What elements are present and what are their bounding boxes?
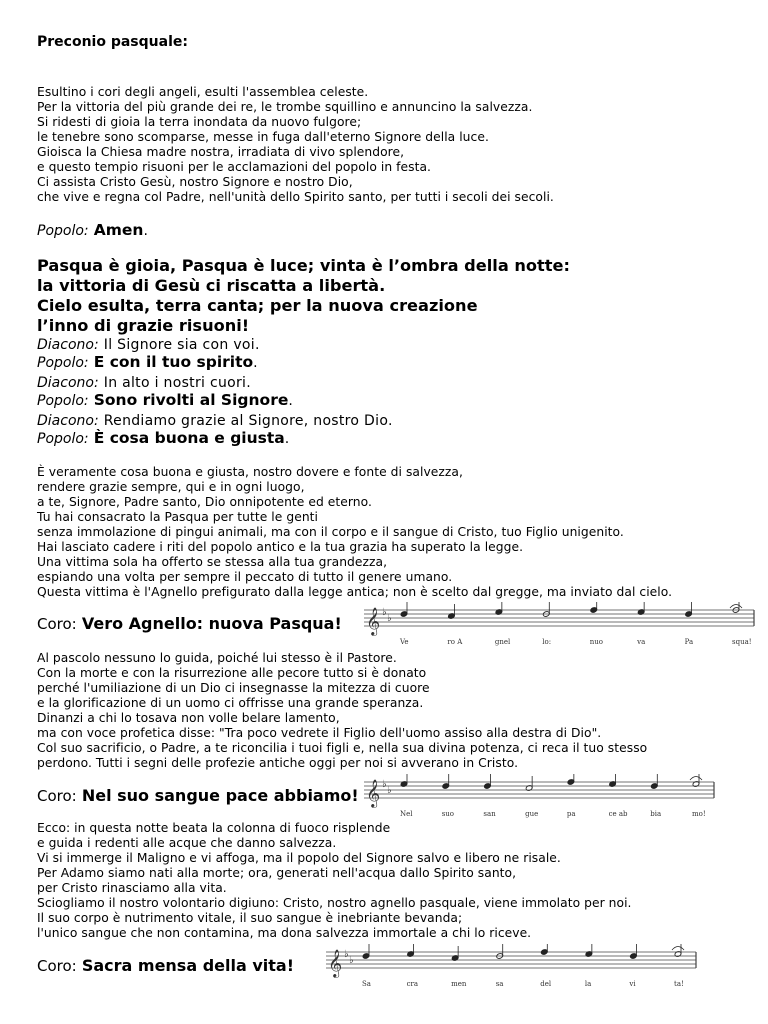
dialogue-text: Rendiamo grazie al Signore, nostro Dio. [103,413,393,429]
lyric-syllable: ro A [447,638,463,646]
lyric-syllable: va [637,638,646,646]
night-paragraph [37,821,632,941]
text-line: Dinanzi a chi lo tosava non volle belare lamento, [37,711,340,725]
text-line: Gioisca la Chiesa madre nostra, irradiata di vivo splendore, [37,145,405,159]
key-flat: ♭ [387,785,392,796]
dialogue-line [37,372,251,391]
key-flat: ♭ [344,949,349,960]
lyric-syllable: gue [525,810,539,818]
dialogue-line [37,410,393,429]
lyric-syllable: mo! [692,810,706,818]
dialogue-line [37,428,290,447]
choir-label: Coro: [37,787,77,805]
lyric-syllable: bia [650,810,662,818]
lyric-syllable: Ve [400,638,409,646]
text-line: che vive e regna col Padre, nell'unità dello Spirito santo, per tutti i secoli dei secoli. [37,190,554,204]
fermata [672,947,684,951]
text-line: Per Adamo siamo nati alla morte; ora, generati nell'acqua dallo Spirito santo, [37,866,517,880]
lyric-syllable: lo: [542,638,552,646]
text-line: Al pascolo nessuno lo guida, poiché lui stesso è il Pastore. [37,651,397,665]
response-punct: . [143,223,149,239]
dialogue-line [37,352,258,371]
choir-label: Coro: [37,615,77,633]
text-line: Ecco: in questa notte beata la colonna di fuoco risplende [37,821,391,835]
choir-text: Vero Agnello: nuova Pasqua! [81,614,342,633]
amen-response [37,220,148,239]
text-line: Ci assista Cristo Gesù, nostro Signore e nostro Dio, [37,175,353,189]
key-flat: ♭ [387,613,392,624]
text-line: rendere grazie sempre, qui e in ogni luogo, [37,480,305,494]
response-text: Amen [93,221,144,239]
role-label: Popolo: [37,355,89,371]
dialogue-punct: . [284,431,290,447]
role-label: Popolo: [37,223,89,239]
pastor-paragraph [37,651,647,771]
treble-clef: 𝄞 [328,949,343,977]
text-line: senza immolazione di pingui animali, ma con il corpo e il sangue di Cristo, tuo Figlio unigenito. [37,525,624,539]
text-line: l'unico sangue che non contamina, ma dona salvezza immortale a chi lo riceve. [37,926,532,940]
music-staff [326,944,698,996]
lyric-syllable: squa! [732,638,752,646]
lyric-syllable: la [584,980,592,988]
lyric-syllable: gnel [494,638,511,646]
lyric-syllable: Sa [362,980,371,988]
text-line: perché l'umiliazione di un Dio ci insegnasse la mitezza di cuore [37,681,430,695]
text-line: Per la vittoria del più grande dei re, le trombe squillino e annuncino la salvezza. [37,100,533,114]
lyric-syllable: ta! [674,980,684,988]
hymn-stanza [37,256,570,336]
dialogue-text: Sono rivolti al Signore [93,391,289,409]
choir-text: Nel suo sangue pace abbiamo! [81,786,359,805]
text-line: e la glorificazione di un uomo ci offrisse una grande speranza. [37,696,424,710]
hymn-line: la vittoria di Gesù ci riscatta a libertà. [37,276,386,295]
treble-clef: 𝄞 [366,779,381,807]
lyric-syllable: pa [566,810,576,818]
lyric-syllable: del [540,980,552,988]
text-line: Il suo corpo è nutrimento vitale, il suo sangue è inebriante bevanda; [37,911,463,925]
hymn-line: Pasqua è gioia, Pasqua è luce; vinta è l’ombra della notte: [37,256,570,275]
choir-refrain [37,786,359,805]
lyric-syllable: ce ab [608,810,628,818]
text-line: espiando una volta per sempre il peccato di tutto il genere umano. [37,570,453,584]
lyric-syllable: vi [629,980,636,988]
text-line: Questa vittima è l'Agnello prefigurato dalla legge antica; non è scelto dal gregge, ma inviato dal cielo. [37,585,673,599]
lyric-syllable: Nel [400,810,413,818]
lyric-syllable: sa [495,980,504,988]
hymn-line: l’inno di grazie risuoni! [37,316,250,335]
dialogue-line [37,390,293,409]
text-line: Si ridesti di gioia la terra inondata da nuovo fulgore; [37,115,362,129]
choir-refrain [37,956,294,975]
lyric-syllable: suo [441,810,455,818]
lyric-syllable: san [483,810,496,818]
choir-text: Sacra mensa della vita! [81,956,294,975]
text-line: Vi si immerge il Maligno e vi affoga, ma il popolo del Signore salvo e libero ne risale. [37,851,561,865]
text-line: Col suo sacrificio, o Padre, a te riconcilia i tuoi figli e, nella sua divina potenza, ci reca il tuo stesso [37,741,648,755]
text-line: e questo tempio risuoni per le acclamazioni del popolo in festa. [37,160,431,174]
text-line: Esultino i cori degli angeli, esulti l'assemblea celeste. [37,85,369,99]
lyric-syllable: cra [406,980,419,988]
treble-clef: 𝄞 [366,607,381,635]
dialogue-punct: . [253,355,258,371]
fermata [690,777,702,781]
text-line: a te, Signore, Padre santo, Dio onnipotente ed eterno. [37,495,372,509]
dialogue-line [37,334,260,353]
choir-label: Coro: [37,957,77,975]
text-line: e guida i redenti alle acque che danno salvezza. [37,836,337,850]
dialogue-text: In alto i nostri cuori. [103,375,251,391]
role-label: Diacono: [37,375,99,391]
text-line: perdono. Tutti i segni delle profezie antiche oggi per noi si avverano in Cristo. [37,756,519,770]
dialogue-text: Il Signore sia con voi. [103,337,260,353]
text-line: Hai lasciato cadere i riti del popolo antico e la tua grazia ha superato la legge. [37,540,524,554]
text-line: Con la morte e con la risurrezione alle pecore tutto si è donato [37,666,427,680]
text-line: È veramente cosa buona e giusta, nostro dovere e fonte di salvezza, [37,465,463,479]
dialogue-text: È cosa buona e giusta [93,429,285,447]
music-staff [364,774,716,824]
text-line: Sciogliamo il nostro volontario digiuno: Cristo, nostro agnello pasquale, viene immolato per noi. [37,896,632,910]
choir-refrain [37,614,342,633]
page-title: Preconio pasquale: [37,34,188,50]
hymn-line: Cielo esulta, terra canta; per la nuova creazione [37,296,478,315]
role-label: Diacono: [37,337,99,353]
intro-paragraph [37,85,554,205]
text-line: Una vittima sola ha offerto se stessa alla tua grandezza, [37,555,388,569]
preface-paragraph [37,465,672,600]
text-line: ma con voce profetica disse: "Tra poco vedrete il Figlio dell'uomo assiso alla destra di Dio". [37,726,602,740]
role-label: Popolo: [37,431,89,447]
lyric-syllable: men [451,980,467,988]
music-staff [364,602,756,654]
role-label: Popolo: [37,393,89,409]
key-flat: ♭ [382,779,387,790]
text-line: per Cristo rinasciamo alla vita. [37,881,227,895]
dialogue-punct: . [288,393,294,409]
text-line: le tenebre sono scomparse, messe in fuga dall'eterno Signore della luce. [37,130,489,144]
lyric-syllable: Pa [684,638,694,646]
key-flat: ♭ [349,955,354,966]
role-label: Diacono: [37,413,99,429]
lyric-syllable: nuo [589,638,603,646]
text-line: Tu hai consacrato la Pasqua per tutte le genti [37,510,318,524]
key-flat: ♭ [382,607,387,618]
dialogue-text: E con il tuo spirito [93,353,254,371]
